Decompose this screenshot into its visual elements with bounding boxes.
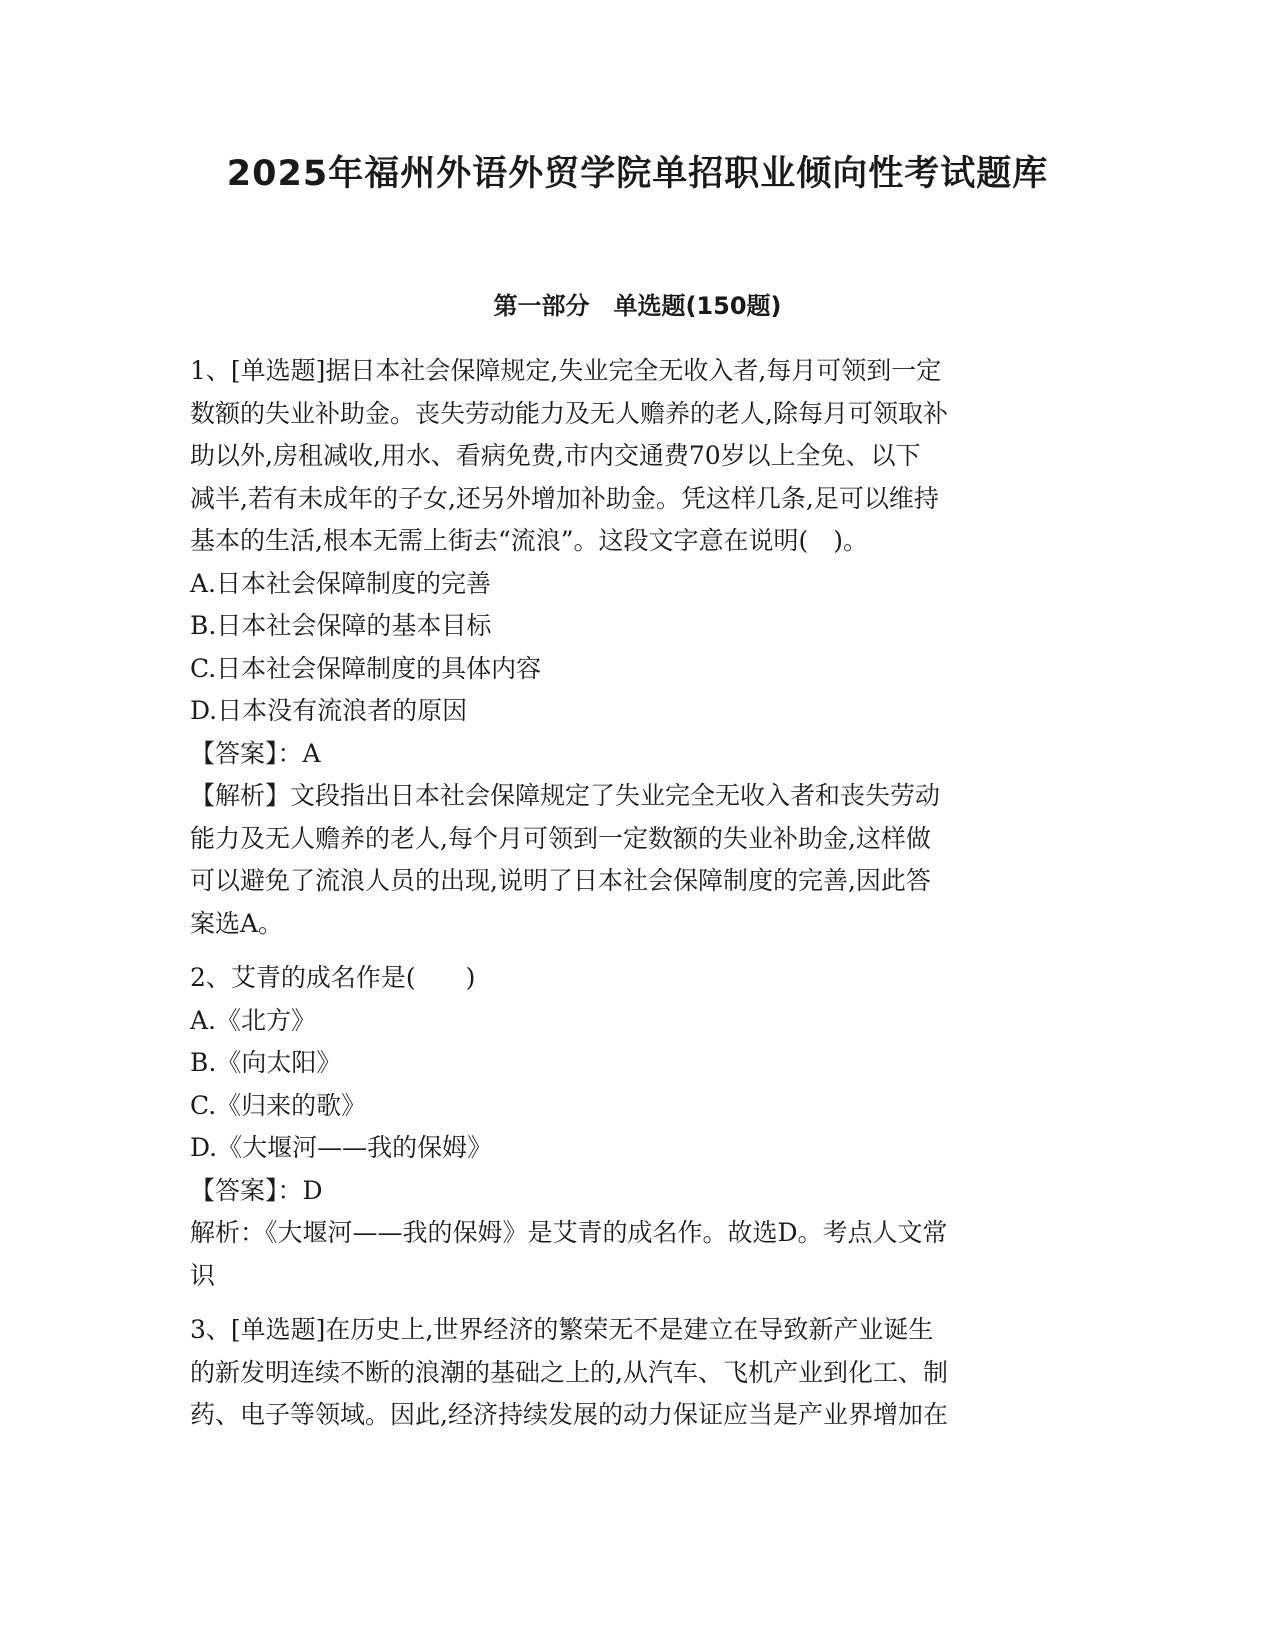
answer-line: 【答案】：D xyxy=(190,1175,323,1205)
question-block xyxy=(190,1309,1085,1437)
analysis-line: 解析：《大堰河——我的保姆》是艾青的成名作。故选D。考点人文常 xyxy=(190,1218,948,1247)
answer-option: B.日本社会保障的基本目标 xyxy=(190,611,492,640)
answer-option: A.《北方》 xyxy=(190,1005,317,1035)
question-stem-line: 基本的生活,根本无需上街去“流浪”。这段文字意在说明( )。 xyxy=(190,526,869,555)
question-stem-line: 减半,若有未成年的子女,还另外增加补助金。凭这样几条,足可以维持 xyxy=(190,483,939,513)
section-title: 第一部分 单选题(150题) xyxy=(493,292,782,320)
question-block xyxy=(190,350,1085,945)
answer-line: 【答案】：A xyxy=(190,738,321,768)
question-stem-line: 的新发明连续不断的浪潮的基础之上的,从汽车、飞机产业到化工、制 xyxy=(190,1357,948,1387)
analysis-line: 案选A。 xyxy=(190,908,284,938)
answer-option: C.日本社会保障制度的具体内容 xyxy=(190,653,542,683)
answer-option: D.日本没有流浪者的原因 xyxy=(190,696,468,725)
question-block xyxy=(190,957,1085,1297)
question-stem-line: 药、电子等领域。因此,经济持续发展的动力保证应当是产业界增加在 xyxy=(190,1400,948,1429)
analysis-line: 【解析】文段指出日本社会保障规定了失业完全无收入者和丧失劳动 xyxy=(190,781,941,810)
answer-option: A.日本社会保障制度的完善 xyxy=(190,568,492,598)
question-stem-line: 2、艾青的成名作是( ) xyxy=(190,963,476,992)
question-stem-line: 助以外,房租减收,用水、看病免费,市内交通费70岁以上全免、以下 xyxy=(190,441,921,470)
analysis-line: 能力及无人赡养的老人,每个月可领到一定数额的失业补助金,这样做 xyxy=(190,823,931,853)
analysis-line: 识 xyxy=(190,1260,216,1290)
document-title: 2025年福州外语外贸学院单招职业倾向性考试题库 xyxy=(226,154,1049,194)
question-stem-line: 数额的失业补助金。丧失劳动能力及无人赡养的老人,除每月可领取补 xyxy=(190,398,948,428)
analysis-line: 可以避免了流浪人员的出现,说明了日本社会保障制度的完善,因此答 xyxy=(190,866,931,895)
answer-option: C.《归来的歌》 xyxy=(190,1090,367,1120)
answer-option: B.《向太阳》 xyxy=(190,1048,342,1077)
question-list xyxy=(190,350,1085,1437)
question-stem-line: 3、[单选题]在历史上,世界经济的繁荣无不是建立在导致新产业诞生 xyxy=(190,1315,934,1344)
question-stem-line: 1、[单选题]据日本社会保障规定,失业完全无收入者,每月可领到一定 xyxy=(190,356,942,385)
answer-option: D.《大堰河——我的保姆》 xyxy=(190,1133,493,1162)
